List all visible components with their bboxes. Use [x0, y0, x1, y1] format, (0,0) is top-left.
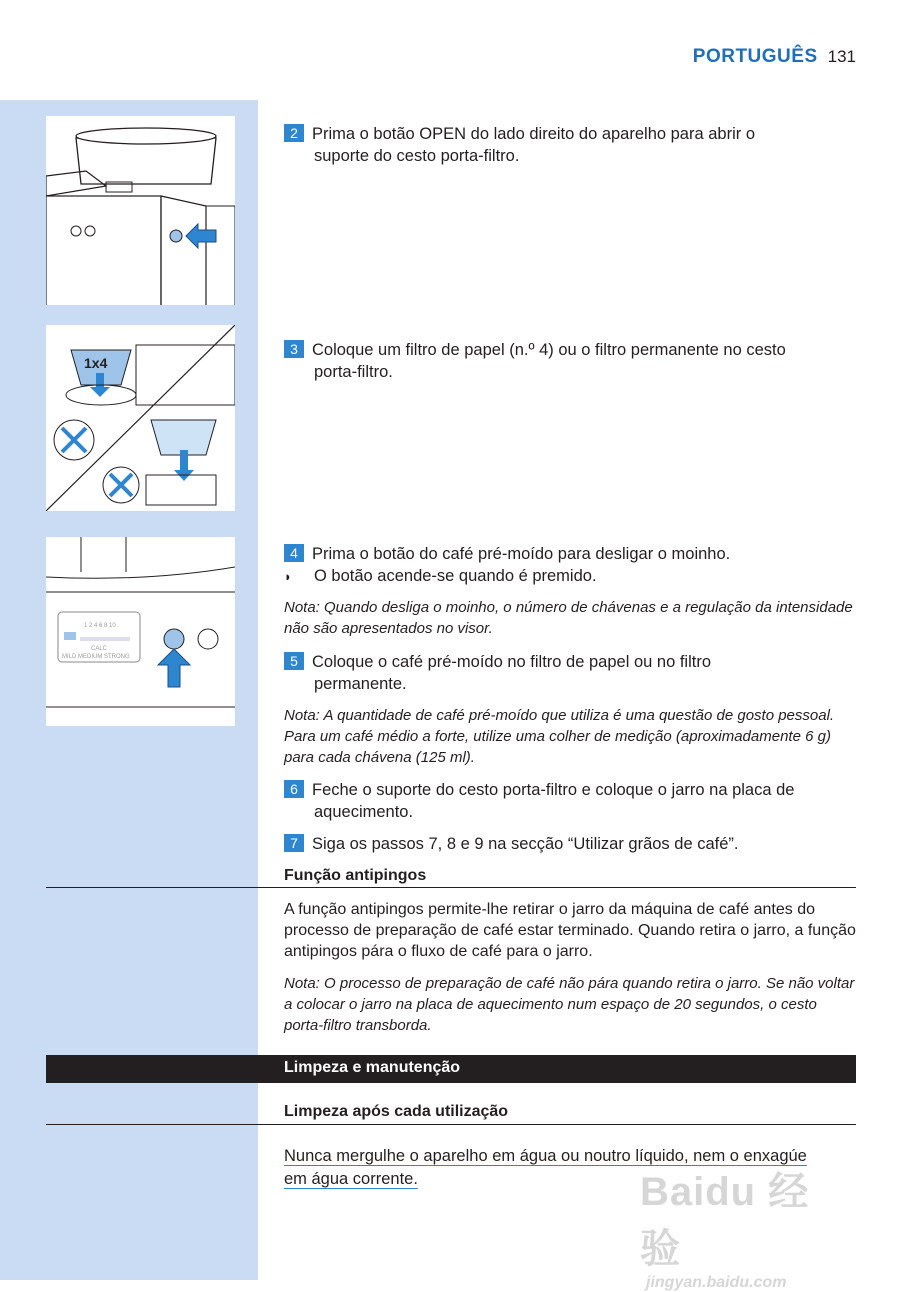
panel-strength-label: MILD MEDIUM STRONG — [62, 654, 130, 660]
illustration-open-button — [46, 116, 235, 305]
step-4 — [284, 543, 856, 565]
step-7 — [284, 833, 856, 855]
filter-size-label: 1x4 — [84, 355, 108, 371]
note-2: Nota: A quantidade de café pré-moído que utiliza é uma questão de gosto pessoal. Para um café médio a forte, utilize uma colher de medição (aproximadamente 6 g) para cada chávena (125 ml). — [284, 707, 835, 766]
step-number: 2 — [284, 124, 304, 142]
watermark-url: jingyan.baidu.com — [646, 1274, 787, 1291]
panel-calc-label: CALC — [91, 646, 108, 652]
after-use-text-1: Nunca mergulhe o aparelho em água ou noutro líquido, nem o enxagúe — [284, 1147, 807, 1165]
step-number: 3 — [284, 340, 304, 358]
step-text: Siga os passos 7, 8 e 9 na secção “Utilizar grãos de café”. — [312, 835, 739, 853]
section-rule — [46, 1124, 856, 1125]
illustration-control-panel — [46, 537, 235, 726]
language-title: PORTUGUÊS — [692, 46, 818, 67]
cleaning-section-bar — [46, 1055, 856, 1083]
step-text-cont: suporte do cesto porta-filtro. — [314, 147, 520, 165]
step-text: Prima o botão OPEN do lado direito do aparelho para abrir o — [312, 125, 756, 143]
control-panel-ground-coffee-button-icon — [46, 537, 235, 726]
step-text: Coloque um filtro de papel (n.º 4) ou o filtro permanente no cesto — [312, 341, 786, 359]
panel-numbers: 1 2 4 6 8 10 — [84, 623, 116, 629]
step-text-cont: aquecimento. — [314, 803, 414, 821]
step-text-cont: permanente. — [314, 675, 407, 693]
bullet-text: O botão acende-se quando é premido. — [314, 567, 597, 585]
step-text: Prima o botão do café pré-moído para desligar o moinho. — [312, 545, 731, 563]
bullet-result — [284, 565, 856, 588]
note-1: Nota: Quando desliga o moinho, o número de chávenas e a regulação da intensidade não são apresentados no visor. — [284, 599, 853, 637]
antipingos-text: A função antipingos permite-lhe retirar o jarro da máquina de café antes do processo de preparação de café estar terminado. Quando retira o jarro, a função antipingos pára o fluxo de café para o jarro. — [284, 901, 856, 960]
after-use-title: Limpeza após cada utilização — [284, 1103, 509, 1120]
step-number: 7 — [284, 834, 304, 852]
note-3: Nota: O processo de preparação de café não pára quando retira o jarro. Se não voltar a colocar o jarro na placa de aquecimento num espaço de 20 segundos, o cesto porta-filtro transborda. — [284, 975, 855, 1034]
step-text: Coloque o café pré-moído no filtro de papel ou no filtro — [312, 653, 711, 671]
step-number: 5 — [284, 652, 304, 670]
step-text-cont: porta-filtro. — [314, 363, 393, 381]
step-6 — [284, 779, 856, 823]
step-5 — [284, 651, 856, 695]
step-number: 6 — [284, 780, 304, 798]
after-use-text-2: em água corrente. — [284, 1170, 418, 1188]
page-number: 131 — [827, 47, 856, 66]
coffee-maker-open-button-icon — [46, 116, 235, 305]
illustration-filter — [46, 325, 235, 511]
filter-placement-icon — [46, 325, 235, 511]
step-number: 4 — [284, 544, 304, 562]
step-3 — [284, 339, 856, 383]
cleaning-title: Limpeza e manutenção — [284, 1059, 461, 1076]
page-header — [693, 46, 856, 68]
watermark-logo: Baidu 经验 — [640, 1170, 810, 1271]
bullet-mark: ◗ — [284, 569, 292, 584]
antipingos-title: Função antipingos — [284, 867, 427, 884]
section-rule — [46, 887, 856, 888]
step-text: Feche o suporte do cesto porta-filtro e coloque o jarro na placa de — [312, 781, 795, 799]
baidu-watermark — [640, 1160, 850, 1291]
step-2 — [284, 123, 856, 167]
